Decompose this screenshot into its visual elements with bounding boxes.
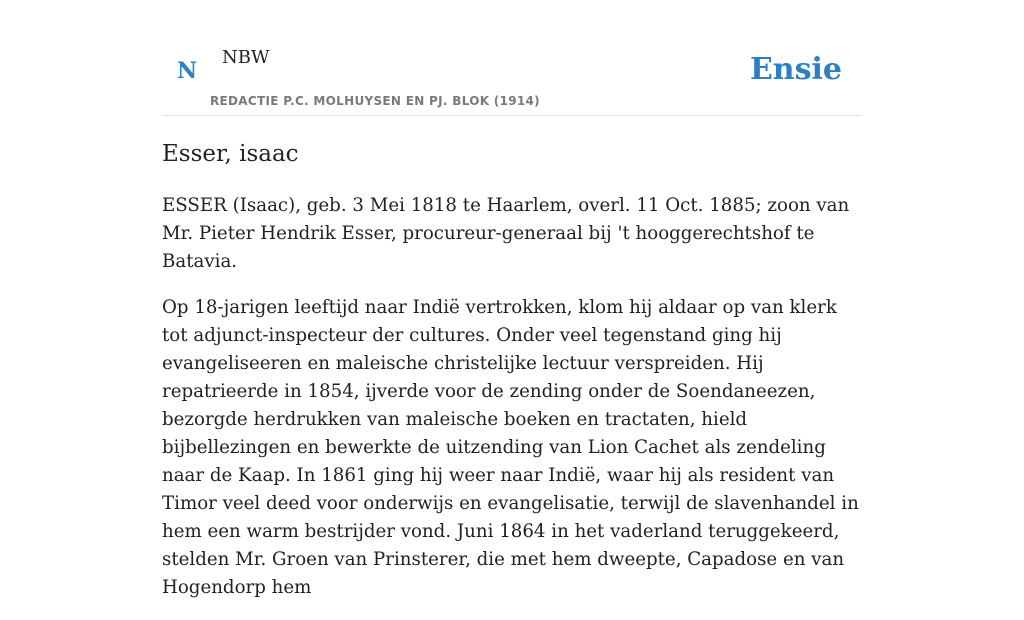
source-logo[interactable]: N xyxy=(177,58,198,84)
brand-logo[interactable]: Ensie xyxy=(749,52,842,87)
article-card xyxy=(162,0,862,598)
article-title: Esser, isaac xyxy=(162,141,299,167)
source-header xyxy=(162,0,862,116)
source-name[interactable]: NBW xyxy=(222,47,270,68)
article-body xyxy=(162,192,862,620)
article-paragraph: Op 18-jarigen leeftijd naar Indië vertrokken, klom hij aldaar op van klerk tot adjunct-inspecteur der cultures. Onder veel tegenstand ging hij evangeliseeren en maleische christelijke lectuur verspreiden. Hij repatrieerde in 1854, ijverde voor de zending onder de Soendaneezen, bezorgde herdrukken van maleische boeken en tractaten, hield bijbellezingen en bewerkte de uitzending van Lion Cachet als zendeling naar de Kaap. In 1861 ging hij weer naar Indië, waar hij als resident van Timor veel deed voor onderwijs en evangelisatie, terwijl de slavenhandel in hem een warm bestrijder vond. Juni 1864 in het vaderland teruggekeerd, stelden Mr. Groen van Prinsterer, die met hem dweepte, Capadose en van Hogendorp hem xyxy=(162,297,859,598)
source-subtitle: REDACTIE P.C. MOLHUYSEN EN PJ. BLOK (1914) xyxy=(210,94,540,108)
article-paragraph: ESSER (Isaac), geb. 3 Mei 1818 te Haarlem, overl. 11 Oct. 1885; zoon van Mr. Pieter Hendrik Esser, procureur-generaal bij 't hooggerechtshof te Batavia. xyxy=(162,195,850,272)
